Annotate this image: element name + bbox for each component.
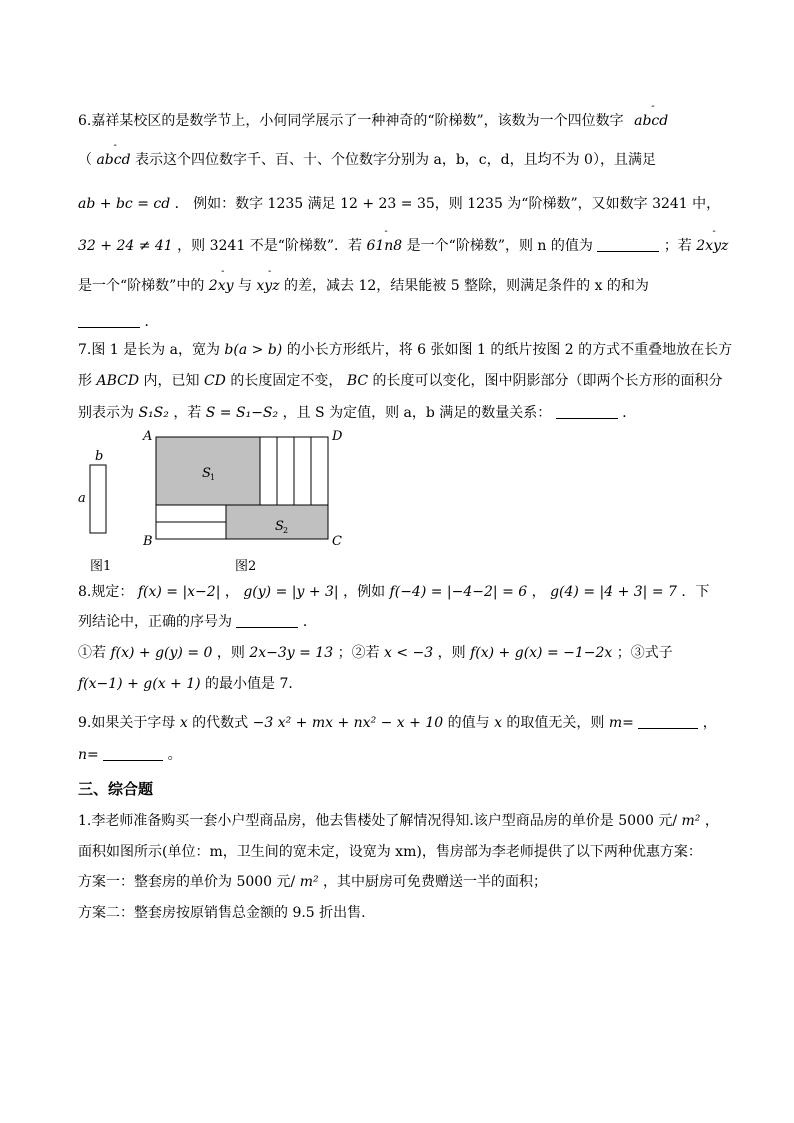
fig1-label-b: b xyxy=(95,449,104,464)
q7-bc: BC xyxy=(346,373,369,389)
q6-line-1 xyxy=(78,111,668,131)
q8-line-2 xyxy=(78,612,317,632)
q6-line-6 xyxy=(78,312,158,332)
q7-text-2a: 形 xyxy=(78,373,92,389)
q7-s1s2: S₁S₂ xyxy=(138,405,169,421)
q8-text-1e: ．下 xyxy=(681,584,710,600)
q7-line-1 xyxy=(78,340,732,360)
q6-text-4b: 是一个“阶梯数”，则 n 的值为 xyxy=(406,238,593,254)
q6-line-5 xyxy=(78,276,649,296)
q8-line-1 xyxy=(78,582,709,602)
q6-abcd: - abcd xyxy=(634,111,668,131)
q9-comma: ， xyxy=(702,715,717,731)
q1-comma: ， xyxy=(704,813,719,829)
q8-comma-2: ， xyxy=(531,584,546,600)
q1-line-2 xyxy=(78,842,702,862)
q6-text-5: 是一个“阶梯数”中的 xyxy=(78,278,205,294)
q8-option-1-cond: f(x) + g(y) = 0 xyxy=(110,645,213,661)
q6-equation: ab + bc = cd xyxy=(78,196,171,212)
q9-polynomial: −3 x² + mx + nx² − x + 10 xyxy=(252,715,444,731)
q8-text-3d: ，则 xyxy=(437,645,466,661)
q7-condition: b(a > b) xyxy=(224,342,283,358)
q1-text-2: 面积如图所示(单位：m，卫生间的宽未定，设宽为 xm)，售房部为李老师提供了以下两种优惠方案： xyxy=(78,844,702,860)
q8-option-2-result: f(x) + g(x) = −1−2x xyxy=(470,645,613,661)
q7-cd: CD xyxy=(203,373,226,389)
fig1-rectangle xyxy=(90,465,106,533)
q7-text-2b: 内，已知 xyxy=(143,373,200,389)
q8-text-2: 列结论中，正确的序号为 xyxy=(78,614,232,630)
q8-example-1: f(−4) = |−4−2| = 6 xyxy=(389,584,528,600)
q9-period: 。 xyxy=(167,747,182,763)
q7-text-2d: 的长度固定不变， xyxy=(230,373,343,389)
q7-answer-blank[interactable] xyxy=(556,404,618,419)
q6-line-2 xyxy=(78,150,656,170)
q6-number-xyz: - xyz xyxy=(256,276,279,296)
q1-line-1 xyxy=(78,811,719,831)
q8-option-3: ；③式子 xyxy=(616,645,673,661)
q8-gy-def: g(y) = |y + 3| xyxy=(243,584,339,600)
q7-period: ． xyxy=(622,405,637,421)
q6-text-4: ，则 3241 不是“阶梯数”．若 xyxy=(177,238,363,254)
q8-period: ． xyxy=(302,614,317,630)
q6-text-5b: 与 xyxy=(237,278,252,294)
q6-line-4 xyxy=(78,236,728,256)
q8-text-1c: ，例如 xyxy=(343,584,386,600)
q8-text: 8.规定： xyxy=(78,584,134,600)
q6-text-2: 表示这个四位数字千、百、十、个位数字分别为 a，b，c，d，且均不为 0），且满足 xyxy=(135,152,656,168)
q1-unit: m² xyxy=(681,813,701,829)
q9-x-2: x xyxy=(494,715,502,731)
q9-line-2 xyxy=(78,745,182,765)
label-D: D xyxy=(332,429,343,444)
q7-text-1b: 的小长方形纸片，将 6 张如图 1 的纸片按图 2 的方式不重叠地放在长方 xyxy=(286,342,733,358)
q8-text-4: 的最小值是 7． xyxy=(205,676,303,692)
q6-number-2xy: - 2xy xyxy=(209,276,234,296)
q9-answer-n[interactable] xyxy=(103,746,163,761)
label-S1: S xyxy=(202,466,211,481)
q8-option-1: ①若 xyxy=(78,645,106,661)
q9-m: m= xyxy=(608,715,634,731)
q6-number-2xyz: - 2xyz xyxy=(696,236,728,256)
q6-inequality: 32 + 24 ≠ 41 xyxy=(78,238,173,254)
q7-line-2 xyxy=(78,371,723,391)
q1-text: 1.李老师准备购买一套小户型商品房，他去售楼处了解情况得知.该户型商品房的单价是 5000 元/ xyxy=(78,813,678,829)
q6-answer-blank-1[interactable] xyxy=(597,237,659,252)
q1-plan-1-detail: ，其中厨房可免费赠送一半的面积； xyxy=(323,874,548,890)
q7-line-3 xyxy=(78,403,636,423)
q9-text-1e: 的取值无关，则 xyxy=(506,715,605,731)
label-B: B xyxy=(143,534,153,549)
q6-text-4c: ；若 xyxy=(663,238,692,254)
fig1-label-a: a xyxy=(78,491,86,506)
q6-period: ． xyxy=(144,314,159,330)
fig1-caption: 图1 xyxy=(90,559,112,574)
q1-line-3 xyxy=(78,872,547,892)
q1-plan-1: 方案一：整套房的单价为 5000 元/ xyxy=(78,874,296,890)
fig2-caption: 图2 xyxy=(235,559,257,574)
q9-text-1b: 的代数式 xyxy=(192,715,249,731)
label-S1-sub: 1 xyxy=(210,473,216,482)
section-heading: 三、综合题 xyxy=(78,780,154,798)
q9-line-1 xyxy=(78,713,717,733)
q7-text-3d: ，且 S 为定值，则 a，b 满足的数量关系： xyxy=(282,405,552,421)
q6-abcd-2: - abcd xyxy=(96,150,130,170)
q8-example-2: g(4) = |4 + 3| = 7 xyxy=(550,584,677,600)
q1-plan-2: 方案二：整套房按原销售总金额的 9.5 折出售. xyxy=(78,905,366,921)
q8-option-3-expr: f(x−1) + g(x + 1) xyxy=(78,676,201,692)
q6-paren: （ xyxy=(78,152,97,168)
label-S2: S xyxy=(275,519,284,534)
q7-figure xyxy=(70,425,360,575)
q6-line-3 xyxy=(78,194,720,214)
q8-option-1-result: 2x−3y = 13 xyxy=(249,645,334,661)
q8-comma-1: ， xyxy=(224,584,239,600)
q8-line-4 xyxy=(78,674,302,694)
q9-x: x xyxy=(179,715,188,731)
q8-option-2: ；②若 xyxy=(337,645,380,661)
q7-abcd: ABCD xyxy=(96,373,140,389)
label-C: C xyxy=(332,534,342,549)
q9-text: 9.如果关于字母 xyxy=(78,715,176,731)
q1-line-4 xyxy=(78,903,366,923)
q7-text: 7.图 1 是长为 a，宽为 xyxy=(78,342,220,358)
q6-text: 6.嘉祥某校区的是数学节上，小何同学展示了一种神奇的“阶梯数”，该数为一个四位数字 xyxy=(78,113,624,129)
q8-text-3b: ，则 xyxy=(216,645,245,661)
q6-text-5c: 的差，减去 12，结果能被 5 整除，则满足条件的 x 的和为 xyxy=(284,278,649,294)
q8-option-2-cond: x < −3 xyxy=(384,645,434,661)
q9-answer-m[interactable] xyxy=(638,714,698,729)
q1-unit-2: m² xyxy=(299,874,319,890)
q7-text-2f: 的长度可以变化，图中阴影部分（即两个长方形的面积分 xyxy=(372,373,723,389)
q9-text-1c: 的值与 xyxy=(447,715,490,731)
q7-text-3b: ，若 xyxy=(173,405,202,421)
label-A: A xyxy=(143,429,153,444)
q8-fx-def: f(x) = |x−2| xyxy=(137,584,221,600)
q7-text-3a: 别表示为 xyxy=(78,405,134,421)
label-S2-sub: 2 xyxy=(283,526,289,535)
q6-number-61n8: - 61n8 xyxy=(366,236,402,256)
q6-answer-blank-2[interactable] xyxy=(78,313,140,328)
q9-n: n= xyxy=(78,747,99,763)
q8-line-3 xyxy=(78,643,673,663)
q8-answer-blank[interactable] xyxy=(236,613,298,628)
q7-s-formula: S = S₁−S₂ xyxy=(205,405,279,421)
q6-text-3: ． 例如：数字 1235 满足 12 + 23 = 35，则 1235 为“阶梯数”，又如数字 3241 中， xyxy=(174,196,721,212)
